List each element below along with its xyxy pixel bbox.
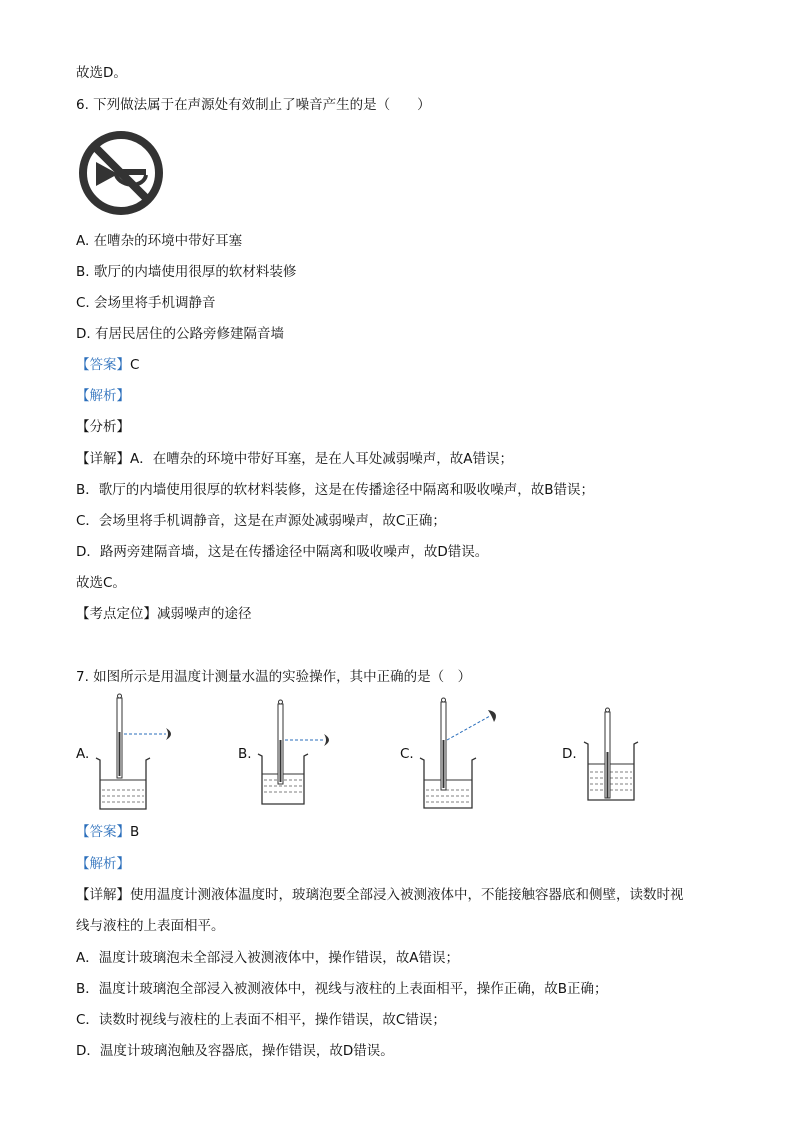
figure-label-a: A.	[76, 746, 90, 762]
q7-detail-d: D．温度计玻璃泡触及容器底，操作错误，故D错误。	[76, 1043, 394, 1059]
q6-conclusion: 故选C。	[76, 575, 126, 591]
answer-tag: 【答案】	[76, 824, 130, 840]
q7-analysis-tag: 【解析】	[76, 856, 130, 872]
q7-answer	[76, 823, 139, 841]
q6-analysis-tag: 【解析】	[76, 388, 130, 404]
detail-text: 使用温度计测液体温度时，玻璃泡要全部浸入被测液体中，不能接触容器底和侧壁，读数时视	[130, 887, 684, 903]
q6-option-d: D. 有居民居住的公路旁修建隔音墙	[76, 326, 284, 342]
q6-stem: 6. 下列做法属于在声源处有效制止了噪音产生的是（ ）	[76, 97, 431, 113]
no-horn-sign-icon	[76, 128, 166, 218]
thermometer-figure-c	[416, 694, 516, 814]
detail-tag: 【详解】	[76, 451, 130, 467]
figure-label-d: D.	[562, 746, 577, 762]
thermometer-figure-a	[92, 692, 192, 814]
q6-kaodian	[76, 605, 252, 623]
q5-conclusion: 故选D。	[76, 65, 127, 81]
q6-option-b: B. 歌厅的内墙使用很厚的软材料装修	[76, 264, 297, 280]
answer-tag: 【答案】	[76, 357, 130, 373]
q7-detail-a: A．温度计玻璃泡未全部浸入被测液体中，操作错误，故A错误；	[76, 950, 459, 966]
figure-label-b: B.	[238, 746, 252, 762]
q6-detail-b: B．歌厅的内墙使用很厚的软材料装修，这是在传播途径中隔离和吸收噪声，故B错误；	[76, 482, 595, 498]
kaodian-tag: 【考点定位】	[76, 606, 157, 622]
q6-detail-c: C．会场里将手机调静音，这是在声源处减弱噪声，故C正确；	[76, 513, 446, 529]
q7-detail-b: B．温度计玻璃泡全部浸入被测液体中，视线与液柱的上表面相平，操作正确，故B正确；	[76, 981, 608, 997]
thermometer-figure-d	[578, 702, 658, 808]
kaodian-text: 减弱噪声的途径	[157, 606, 252, 622]
q6-option-c: C. 会场里将手机调静音	[76, 295, 216, 311]
detail-tag: 【详解】	[76, 887, 130, 903]
q6-fenxi-tag: 【分析】	[76, 419, 130, 435]
figure-label-c: C.	[400, 746, 414, 762]
q6-answer	[76, 356, 139, 374]
q7-detail-second: 线与液柱的上表面相平。	[76, 918, 225, 934]
q6-option-a: A. 在嘈杂的环境中带好耳塞	[76, 233, 243, 249]
q6-detail-d: D．路两旁建隔音墙，这是在传播途径中隔离和吸收噪声，故D错误。	[76, 544, 489, 560]
answer-value: B	[130, 824, 140, 840]
q7-detail-first	[76, 886, 684, 904]
detail-text: A．在嘈杂的环境中带好耳塞，是在人耳处减弱噪声，故A错误；	[130, 451, 513, 467]
q6-detail-a	[76, 450, 513, 468]
thermometer-figure-b	[254, 696, 354, 814]
q7-detail-c: C．读数时视线与液柱的上表面不相平，操作错误，故C错误；	[76, 1012, 446, 1028]
q7-stem: 7. 如图所示是用温度计测量水温的实验操作，其中正确的是（ ）	[76, 669, 472, 685]
answer-value: C	[130, 357, 140, 373]
